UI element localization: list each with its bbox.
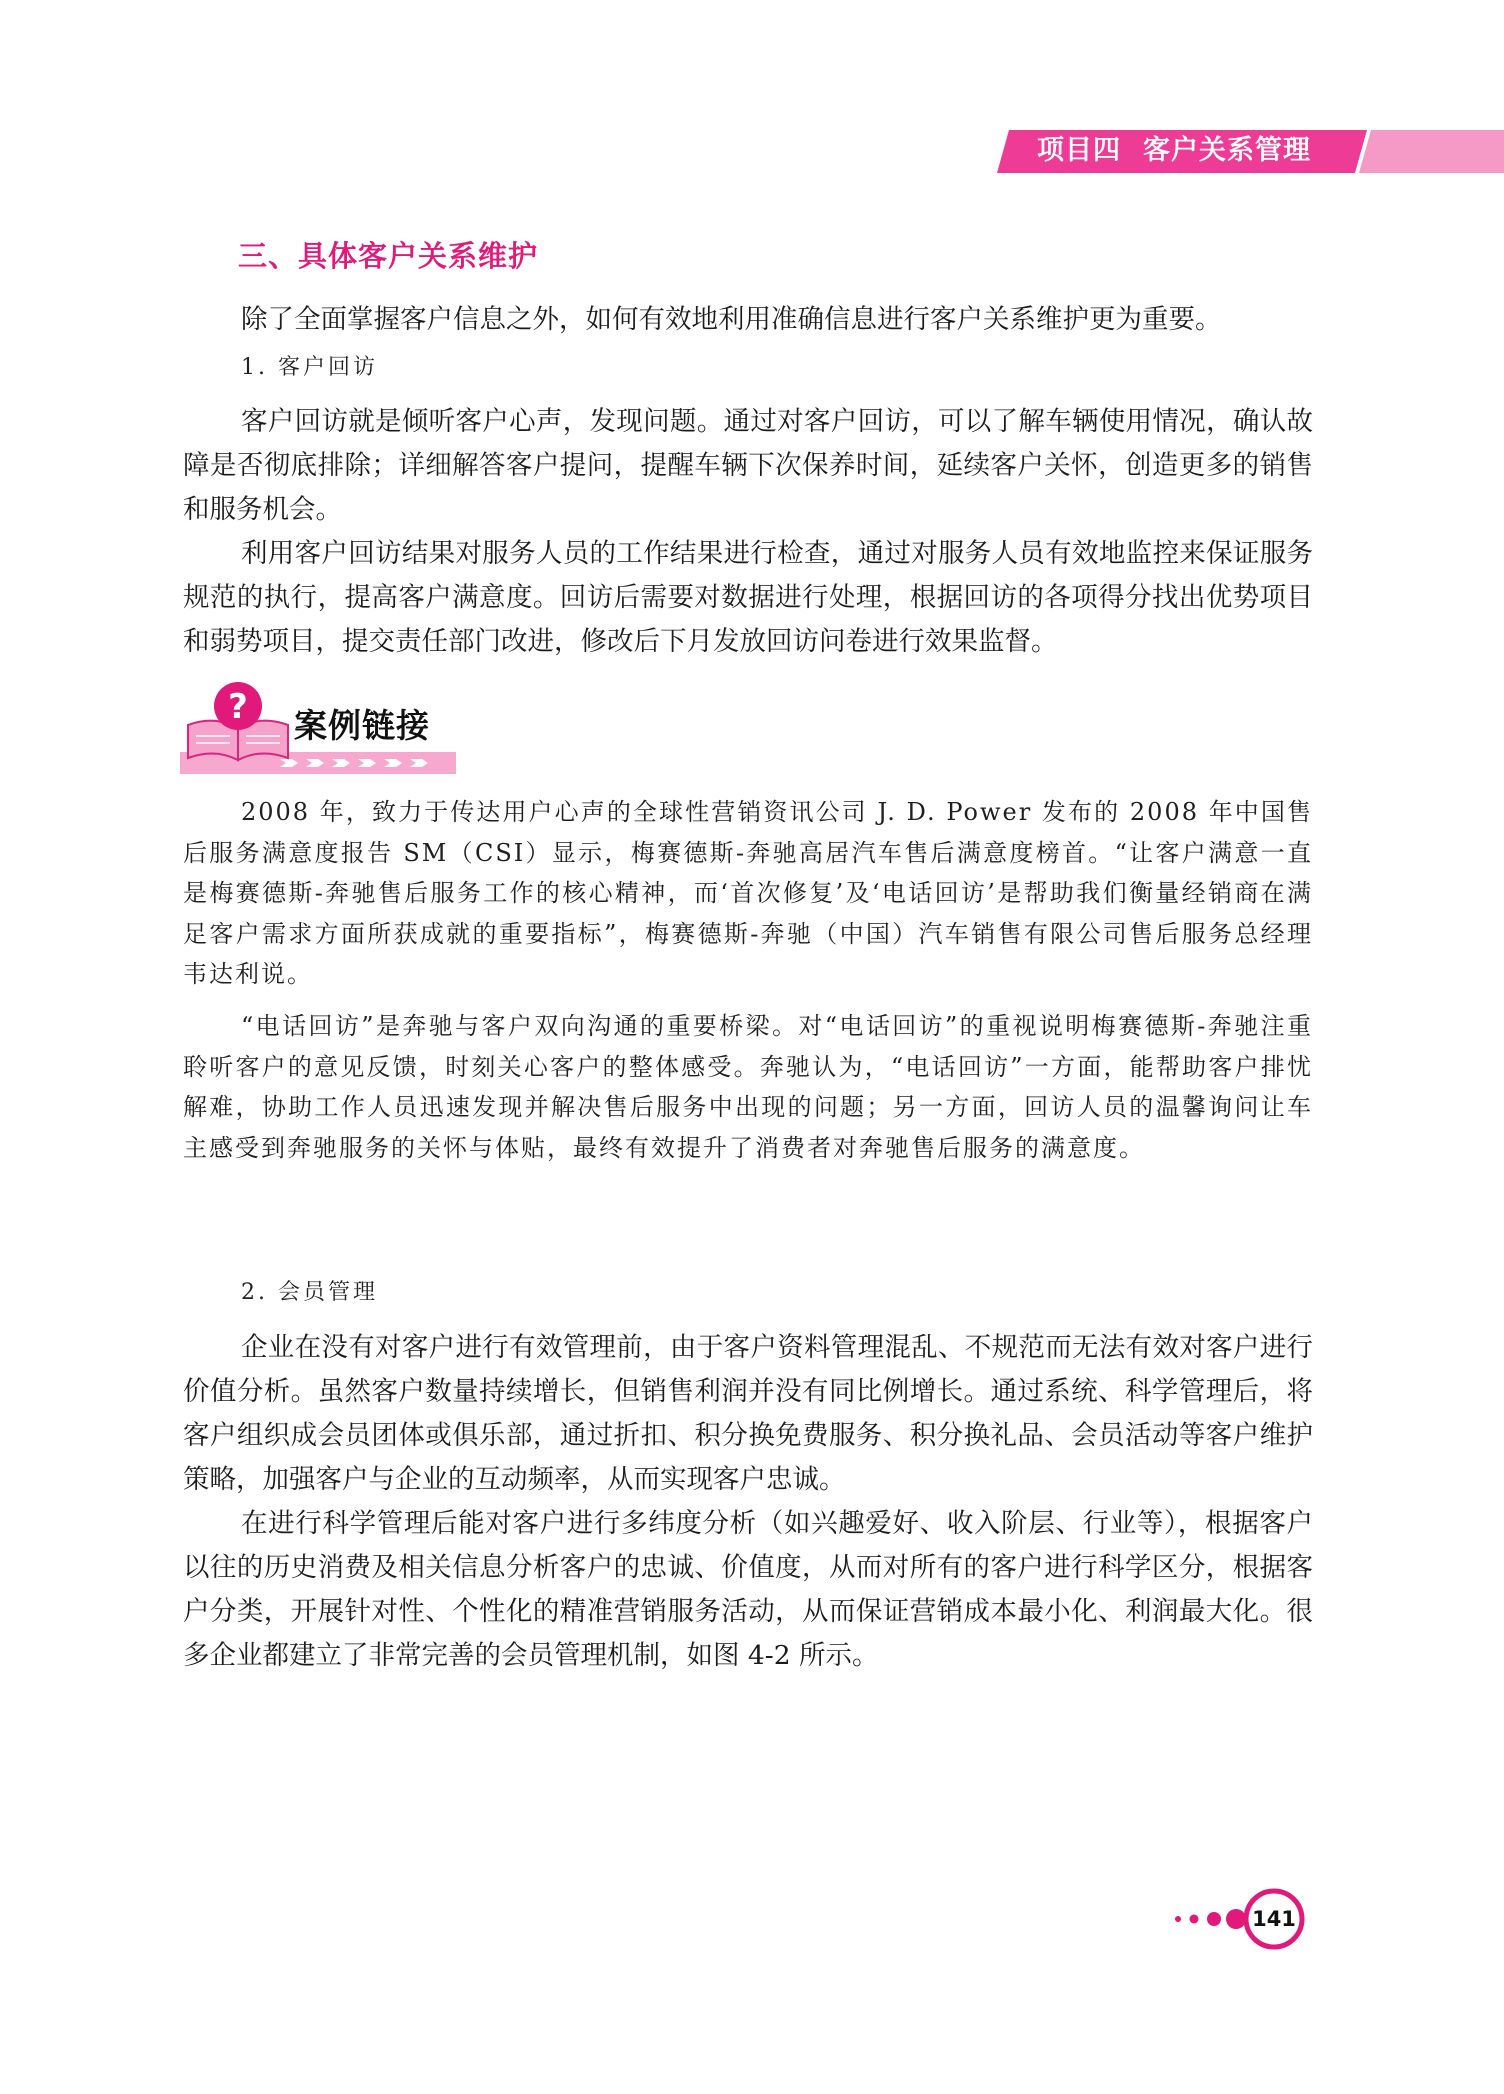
subsection-heading-2: 2. 会员管理 (241, 1280, 378, 1305)
running-header (1037, 133, 1311, 169)
page-number-marker (1170, 1885, 1320, 1955)
section-heading: 三、具体客户关系维护 (238, 239, 539, 273)
svg-text:?: ? (228, 687, 248, 727)
case-banner (180, 680, 460, 780)
section-intro: 除了全面掌握客户信息之外，如何有效地利用准确信息进行客户关系维护更为重要。 (241, 304, 1222, 335)
paragraph: 客户回访就是倾听客户心声，发现问题。通过对客户回访，可以了解车辆使用情况，确认故障是否彻底排除；详细解答客户提问，提醒车辆下次保养时间，延续客户关怀，创造更多的销售和服务机会。 (183, 406, 1313, 525)
header-project: 项目四 (1037, 135, 1121, 166)
case-paragraph: 2008 年，致力于传达用户心声的全球性营销资讯公司 J. D. Power 发布的 2008 年中国售后服务满意度报告 SM（CSI）显示，梅赛德斯-奔驰高居汽车售后满意度榜首。“让客户满意一直是梅赛德斯-奔驰售后服务工作的核心精神，而‘首次修复’及‘电话回访’是帮助我们衡量经销商在满足客户需求方面所获成就的重要指标”，梅赛德斯-奔驰（中国）汽车销售有限公司售后服务总经理韦达利说。 (183, 798, 1313, 988)
page-number: 141 (1252, 1907, 1296, 1931)
paragraph: 利用客户回访结果对服务人员的工作结果进行检查，通过对服务人员有效地监控来保证服务规范的执行，提高客户满意度。回访后需要对数据进行处理，根据回访的各项得分找出优势项目和弱势项目，提交责任部门改进，修改后下月发放回访问卷进行效果监督。 (183, 538, 1313, 657)
paragraph: 在进行科学管理后能对客户进行多纬度分析（如兴趣爱好、收入阶层、行业等），根据客户以往的历史消费及相关信息分析客户的忠诚、价值度，从而对所有的客户进行科学区分，根据客户分类，开展针对性、个性化的精准营销服务活动，从而保证营销成本最小化、利润最大化。很多企业都建立了非常完善的会员管理机制，如图 4-2 所示。 (183, 1508, 1313, 1671)
paragraph: 企业在没有对客户进行有效管理前，由于客户资料管理混乱、不规范而无法有效对客户进行价值分析。虽然客户数量持续增长，但销售利润并没有同比例增长。通过系统、科学管理后，将客户组织成会员团体或俱乐部，通过折扣、积分换免费服务、积分换礼品、会员活动等客户维护策略，加强客户与企业的互动频率，从而实现客户忠诚。 (183, 1332, 1313, 1495)
header-band (997, 130, 1504, 173)
case-paragraph: “电话回访”是奔驰与客户双向沟通的重要桥梁。对“电话回访”的重视说明梅赛德斯-奔驰注重聆听客户的意见反馈，时刻关心客户的整体感受。奔驰认为，“电话回访”一方面，能帮助客户排忧解难，协助工作人员迅速发现并解决售后服务中出现的问题；另一方面，回访人员的温馨询问让车主感受到奔驰服务的关怀与体贴，最终有效提升了消费者对奔驰售后服务的满意度。 (183, 1012, 1313, 1162)
subsection-heading-1: 1. 客户回访 (241, 355, 378, 380)
header-title: 客户关系管理 (1143, 135, 1311, 166)
case-title: 案例链接 (294, 706, 430, 745)
